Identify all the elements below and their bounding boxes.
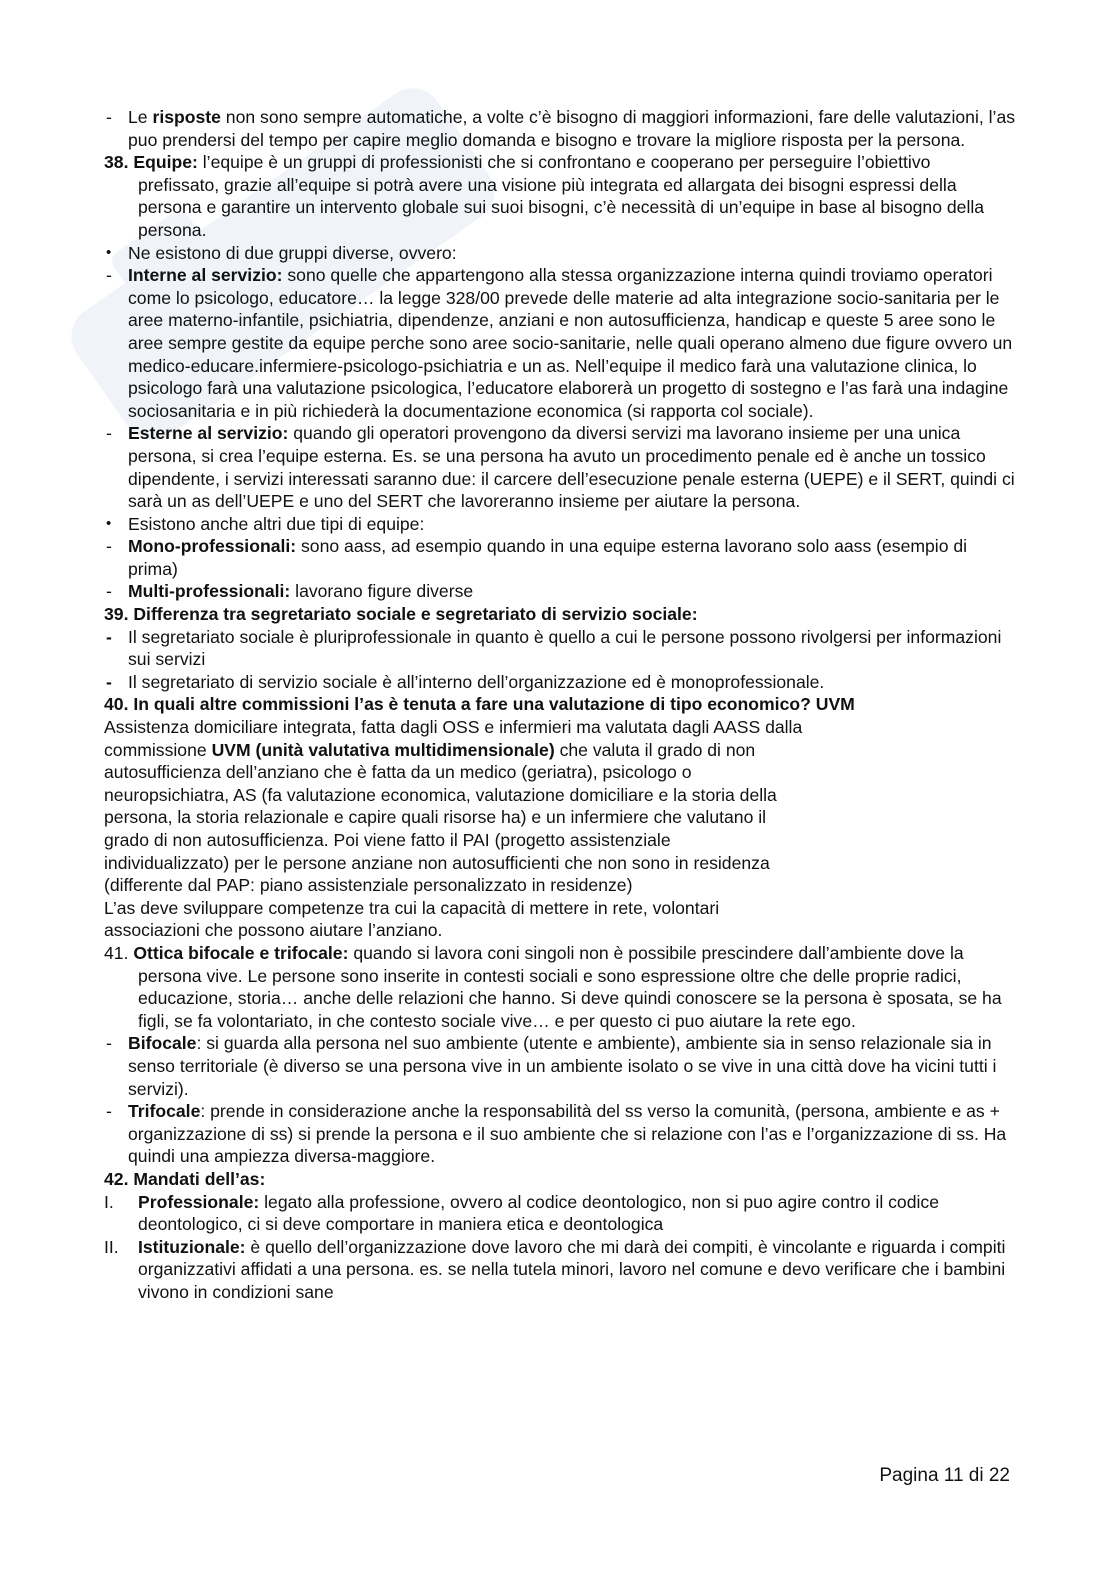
dash-marker: -	[106, 1101, 112, 1122]
item-professionale: I. Professionale: legato alla professione, ovvero al codice deontologico, non si puo agire contro il codice deontologico, ci si deve comportare in maniera etica e deontologica	[104, 1191, 939, 1235]
document-body	[104, 106, 1016, 1303]
roman-numeral: I.	[104, 1191, 114, 1212]
dash-marker: -	[106, 671, 112, 692]
term-risposte: risposte	[152, 107, 221, 127]
bullet-marker: •	[106, 514, 112, 532]
item-istituzionale: II. Istituzionale: è quello dell’organizzazione dove lavoro che mi darà dei compiti, è vincolante e riguarda i compiti organizzativi affidati a una persona. es. se nella tutela minori, lavoro nel comune e devo verificare che i bambini vivono in condizioni sane	[104, 1236, 1006, 1302]
heading-39: 39. Differenza tra segretariato sociale e segretariato di servizio sociale:	[104, 604, 698, 625]
term-uvm: UVM (unità valutativa multidimensionale)	[211, 739, 555, 760]
item-esterne: - Esterne al servizio: quando gli operatori provengono da diversi servizi ma lavorano insieme per una unica persona, si crea l’equipe esterna. Es. se una persona ha avuto un procedimento penale ed è anche un tossico dipendente, i servizi interessati saranno due: il carcere dell’esecuzione penale esterna (UEPE) e il SERT, quindi ci sarà un as dell’UEPE e uno del SERT che lavoreranno insieme per aiutare la persona.	[106, 423, 1015, 512]
heading-41: 41. Ottica bifocale e trifocale: quando si lavora coni singoli non è possibile prescindere dall’ambiente dove la persona vive. Le persone sono inserite in contesti sociali e sono espressione oltre che delle proprie radici, educazione, storia… anche delle relazioni che hanno. Si deve quindi conoscere se la persona è sposata, se ha figli, se fa volontariato, in che contesto sociale vive… e per questo ci puo aiutare la rete ego.	[104, 942, 1002, 1031]
paragraph-40: Assistenza domiciliare integrata, fatta dagli OSS e infermieri ma valutata dagli AASS dalla commissione UVM (unità valutativa multidimensionale) che valuta il grado di non autosufficienza dell’anziano che è fatta da un medico (geriatra), psicologo o neuropsichiatra, AS (fa valutazione economica, valutazione domiciliare e la storia della persona, la storia relazionale e capire quali risorse ha) e un infermiere che valutano il grado di non autosufficienza. Poi viene fatto il PAI (progetto assistenziale individualizzato) per le persone anziane non autosufficienti che non sono in residenza (differente dal PAP: piano assistenziale personalizzato in residenze) L’as deve sviluppare competenze tra cui la capacità di mettere in rete, volontari associazioni che possono aiutare l’anziano.	[104, 717, 803, 941]
dash-marker: -	[106, 536, 112, 557]
item-mono: - Mono-professionali: sono aass, ad esempio quando in una equipe esterna lavorano solo aass (esempio di prima)	[106, 536, 968, 579]
item-interne: - Interne al servizio: sono quelle che appartengono alla stessa organizzazione interna quindi troviamo operatori come lo psicologo, educatore… la legge 328/00 prevede delle materie ad alta integrazione socio-sanitaria per le aree materno-infantile, psichiatria, dipendenze, anziani e non autosufficienza, handicap e queste 5 aree sono le aree sempre gestite da equipe perche sono aree socio-sanitarie, nelle quali operano almeno due figure ovvero un medico-educare.infermiere-psicologo-psichiatria e un as. Nell’equipe il medico farà una valutazione clinica, lo psicologo farà una valutazione psicologica, l’educatore elaborerà un progetto di sostegno e l’as farà una indagine sociosanitaria e in più richiederà la documentazione economica (si rapporta col sociale).	[106, 265, 1013, 421]
item-multi: - Multi-professionali: lavorano figure diverse	[106, 581, 474, 602]
dash-marker: -	[106, 626, 112, 647]
roman-numeral: II.	[104, 1236, 119, 1257]
dash-marker: -	[106, 107, 112, 127]
bullet-due-gruppi: • Ne esistono di due gruppi diverse, ovvero:	[106, 242, 457, 263]
item-bifocale: - Bifocale: si guarda alla persona nel suo ambiente (utente e ambiente), ambiente sia in senso relazionale sia in senso territoriale (è diverso se una persona vive in un ambiente isolato o se vive in una città dove ha vicini tutti i servizi).	[106, 1033, 997, 1099]
dash-marker: -	[106, 1033, 112, 1054]
item-39a: - Il segretariato sociale è pluriprofessionale in quanto è quello a cui le persone possono rivolgersi per informazioni sui servizi	[106, 626, 1002, 670]
dash-marker: -	[106, 265, 112, 286]
page-number: Pagina 11 di 22	[879, 1465, 1010, 1486]
paragraph-risposte: - Le risposte non sono sempre automatiche, a volte c’è bisogno di maggiori informazioni, fare delle valutazioni, l’as puo prendersi del tempo per capire meglio domanda e bisogno e trovare la migliore risposta per la persona.	[106, 107, 1016, 150]
item-39b: - Il segretariato di servizio sociale è all’interno dell’organizzazione ed è monoprofessionale.	[106, 671, 825, 692]
item-trifocale: - Trifocale: prende in considerazione anche la responsabilità del ss verso la comunità, (persona, ambiente e as + organizzazione di ss) si prende la persona e il suo ambiente che si relazione con l’as e l’organizzazione di ss. Ha quindi una ampiezza diversa-maggiore.	[106, 1101, 1007, 1167]
heading-42: 42. Mandati dell’as:	[104, 1168, 266, 1189]
heading-40: 40. In quali altre commissioni l’as è tenuta a fare una valutazione di tipo economico? UVM	[104, 694, 855, 715]
dash-marker: -	[106, 581, 112, 602]
bullet-marker: •	[106, 243, 112, 261]
heading-38: 38. Equipe: l’equipe è un gruppi di professionisti che si confrontano e cooperano per perseguire l’obiettivo prefissato, grazie all’equipe si potrà avere una visione più integrata ed allargata dei bisogni espressi della persona e garantire un intervento globale sui suoi bisogni, c’è necessità di un’equipe in base al bisogno della persona.	[104, 152, 985, 240]
dash-marker: -	[106, 423, 112, 444]
bullet-altri-tipi: • Esistono anche altri due tipi di equipe:	[106, 513, 425, 534]
